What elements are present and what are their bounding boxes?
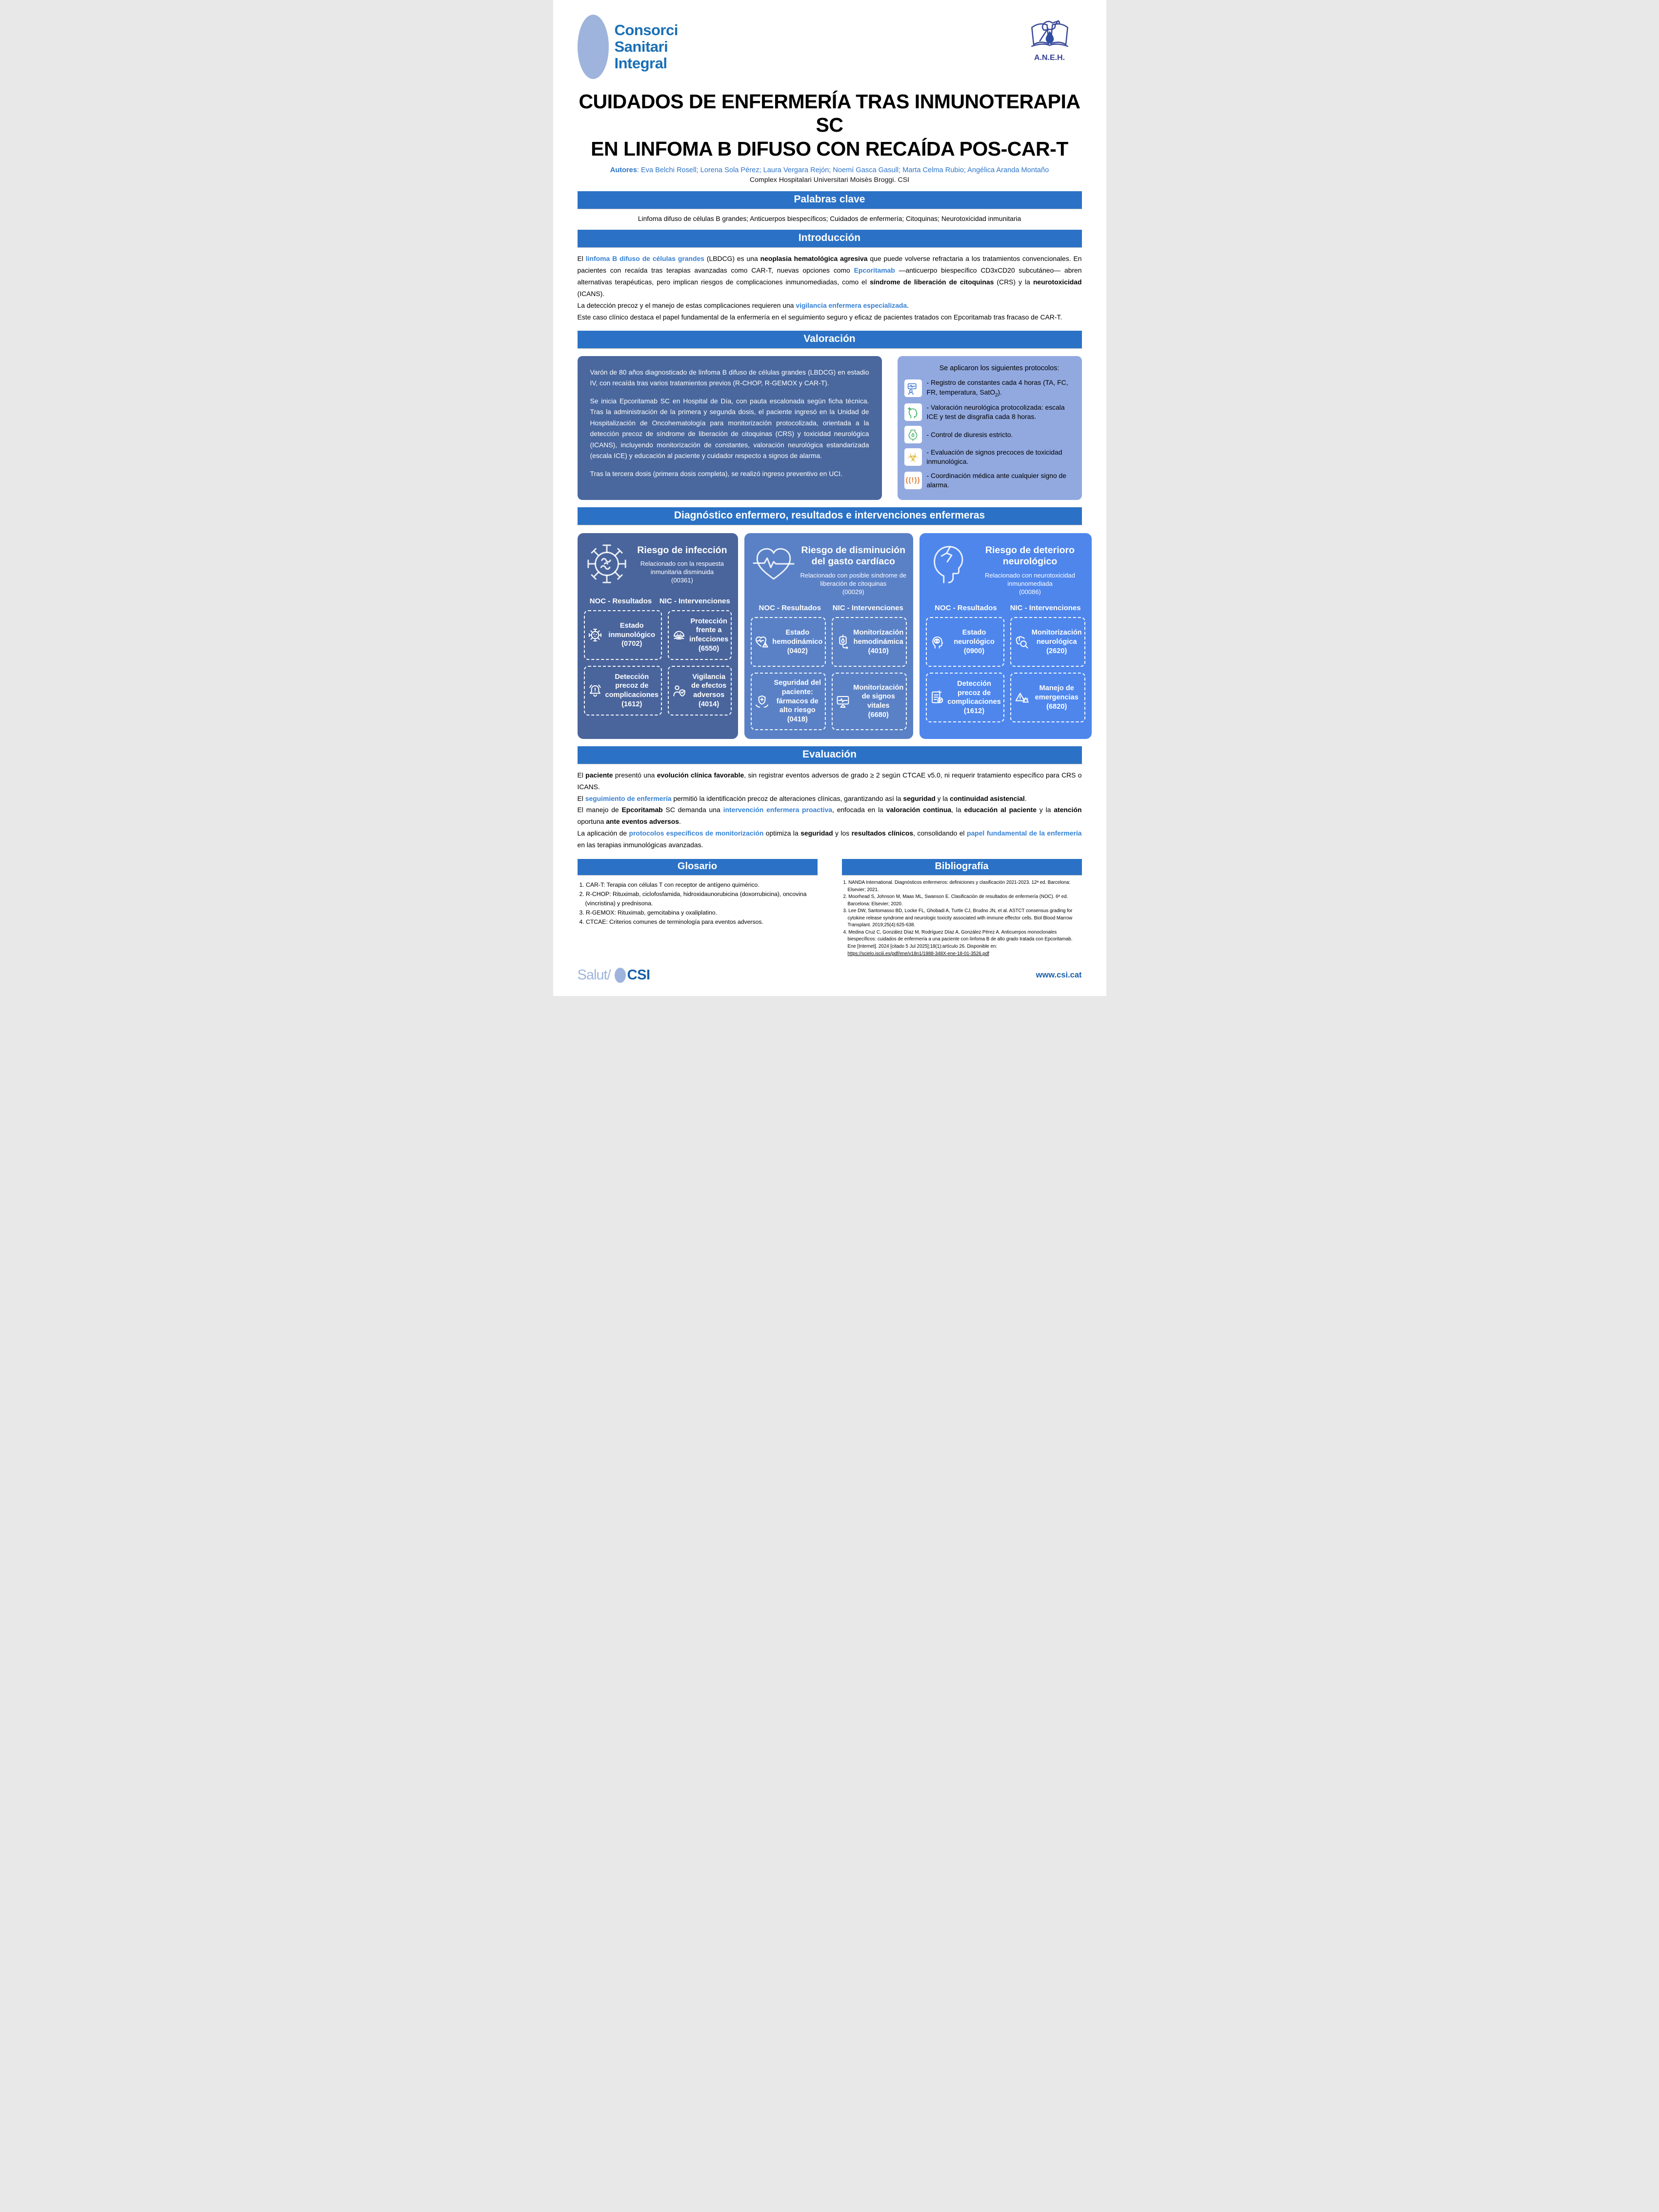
diagnosis-cards [578,533,1082,739]
protocols-box [898,356,1082,500]
poster [553,0,1106,996]
noc-box: Estado inmunológico (0702) [584,610,662,660]
protocol-text: - Registro de constantes cada 4 horas (TA, FC, FR, temperatura, SatO$_2$). [926,379,1068,398]
vital-signs-icon [904,379,922,397]
evaluacion-paragraph: El manejo de Epcoritamab SC demanda una intervención enfermera proactiva, enfocada en la valoración continua, la educación al paciente y la atención oportuna ante eventos adversos. [577,806,1082,826]
glosario-item: 3. R-GEMOX: Rituximab, gemcitabina y oxaliplatino. [579,909,717,916]
checklist-icon [929,690,945,705]
card-subtitle: Relacionado con posible síndrome de liberación de citoquinas [800,571,907,587]
case-paragraph: Se inicia Epcoritamab SC en Hospital de Día, con pauta escalonada según ficha técnica. Tras la administración de la primera y segunda dosis, el paciente ingresó en la Unidad de Hospitalización de Oncohematología para monitorización protocolizada, orientada a la detección precoz de síndrome de liberación de citoquinas (CRS) y toxicidad neurológica (ICANS), incluyendo monitorización de constantes, valoración neurológica estandarizada (escala ICE) y educación al paciente y cuidador respecto a signos de alarma. [590,397,869,460]
csi-logo-wordmark [615,22,678,72]
intro-paragraph: El linfoma B difuso de células grandes (LBDCG) es una neoplasia hematológica agresiva que puede volverse refractaria a los tratamientos convencionales. En pacientes con recaída tras terapias avanzadas como CAR-T, nuevas opciones como Epcoritamab —anticuerpo biespecífico CD3xCD20 subcutáneo— abren alternativas terapéuticas, pero implican riesgos de complicaciones inmunomediadas, como el síndrome de liberación de citoquinas (CRS) y la neurotoxicidad (ICANS). [577,255,1082,298]
protocol-item [904,378,1075,398]
alarm-bell-icon [587,683,603,698]
glosario-item: 2. R-CHOP: Rituximab, ciclofosfamida, hidroxidaunorubicina (doxorrubicina), oncovina (vincristina) y prednisona. [579,891,807,907]
noc-box: Detección precoz de complicaciones (1612) [584,666,662,716]
card-subtitle: Relacionado con la respuesta inmunitaria disminuida [640,560,724,576]
page-title-line1: CUIDADOS DE ENFERMERÍA TRAS INMUNOTERAPIA SC [579,90,1080,137]
heart-alert-icon [754,634,770,650]
virus-small-icon [587,627,603,643]
virus-icon [584,541,631,589]
noc-header: NOC - Resultados [935,604,997,613]
nic-header: NIC - Intervenciones [832,604,903,613]
nic-header: NIC - Intervenciones [659,597,730,605]
authors-line [578,166,1082,174]
glosario-list [578,880,818,927]
evaluacion-paragraph: El paciente presentó una evolución clínica favorable, sin registrar eventos adversos de grado ≥ 2 según CTCAE v5.0, ni requerir tratamiento específico para CRS o ICANS. [577,771,1082,791]
card-riesgo-neurologico [919,533,1091,739]
glosario-item: 1. CAR-T: Terapia con células T con receptor de antígeno quimérico. [579,881,760,889]
neuro-assessment-icon [904,403,922,421]
keywords-text: Linfoma difuso de células B grandes; Anticuerpos biespecíficos; Cuidados de enfermería; Citoquinas; Neurotoxicidad inmunitaria [638,215,1021,223]
protocols-title: Se aplicaron los siguientes protocolos: [939,364,1059,372]
card-title: Riesgo de deterioro neurológico [985,544,1075,567]
case-paragraph: Tras la tercera dosis (primera dosis completa), se realizó ingreso preventivo en UCI. [590,469,843,478]
section-header-evaluacion: Evaluación [578,746,1082,764]
page-title [578,90,1082,160]
iv-bag-icon [835,634,851,650]
patient-case-box [578,356,882,500]
noc-box: Estado hemodinámico (0402) [751,617,826,667]
hands-shield-icon [754,694,770,709]
aneh-book-lamp-icon [1028,17,1071,53]
card-subtitle: Relacionado con neurotoxicidad inmunomediada [984,571,1075,587]
section-header-glosario: Glosario [578,859,818,875]
csi-footer-wordmark: CSI [627,967,650,983]
noc-box: Estado neurológico (0900) [926,617,1004,667]
card-title: Riesgo de disminución del gasto cardíaco [801,544,905,567]
bibliografia-item: 2. Moorhead S, Johnson M, Maas ML, Swanson E. Clasificación de resultados de enfermería (NOC). 6ª ed. Barcelona: Elsevier; 2020. [843,894,1068,907]
glosario-column [578,859,818,927]
urine-bag-icon [904,426,922,443]
section-header-introduccion: Introducción [578,230,1082,247]
noc-box: Detección precoz de complicaciones (1612) [926,673,1004,722]
evaluacion-paragraph: El seguimiento de enfermería permitió la identificación precoz de alteraciones clínicas, garantizando así la seguridad y la continuidad asistencial. [577,794,1027,802]
section-header-bibliografia: Bibliografía [842,859,1082,875]
protocol-text: - Evaluación de signos precoces de toxicidad inmunológica. [926,448,1062,466]
mask-face-icon [671,627,687,643]
header [578,0,1082,79]
noc-header: NOC - Resultados [589,597,652,605]
protocol-text: - Control de diuresis estricto. [926,430,1013,438]
evaluacion-text [578,770,1082,851]
csi-logo-line: Consorci [614,21,678,39]
authors-label: Autores [610,166,637,175]
nic-box: Protección frente a infecciones (6550) [668,610,732,660]
aneh-label: A.N.E.H. [1034,54,1065,62]
intro-paragraph: La detección precoz y el manejo de estas complicaciones requieren una vigilancia enfermera especializada. [577,301,909,309]
evaluacion-paragraph: La aplicación de protocolos específicos de monitorización optimiza la seguridad y los resultados clínicos, consolidando el papel fundamental de la enfermería en las terapias inmunológicas avanzadas. [577,829,1082,849]
nic-header: NIC - Intervenciones [1010,604,1081,613]
glosario-item: 4. CTCAE: Criterios comunes de terminología para eventos adversos. [579,918,763,925]
card-riesgo-gasto-cardiaco [744,533,913,739]
csi-logo-line: Integral [614,55,667,72]
brain-magnifier-icon [1014,634,1029,650]
protocol-text: - Valoración neurológica protocolizada: escala ICE y test de disgrafía cada 8 horas. [926,403,1065,421]
heart-ecg-icon [751,541,798,589]
section-header-diagnostico: Diagnóstico enfermero, resultados e intervenciones enfermeras [578,507,1082,525]
guard-shield-icon [671,683,687,698]
salut-csi-logo [578,967,650,983]
card-code: (00086) [1019,588,1041,596]
authors-names: : Eva Belchi Rosell; Lorena Sola Pérez; Laura Vergara Rejón; Noemí Gasca Gasull; Marta Celma Rubio; Angélica Aranda Montaño [637,166,1049,175]
salut-wordmark: Salut/ [577,967,611,983]
biohazard-icon: ☣ [904,448,922,466]
card-code: (00029) [842,588,864,596]
nic-box: Monitorización neurológica (2620) [1010,617,1085,667]
bibliografia-item: 3. Lee DW, Santomasso BD, Locke FL, Ghobadi A, Turtle CJ, Brudno JN, et al. ASTCT consensus grading for cytokine release syndrome and neurologic toxicity associated with immune effector cells. Biol Blood Marrow Transplant. 2019;25(4):625-638. [843,908,1073,928]
aneh-logo [1020,17,1079,62]
page-title-line2: EN LINFOMA B DIFUSO CON RECAÍDA POS-CAR-T [591,137,1068,160]
csi-logo-ellipse-icon [578,15,609,79]
footer [578,967,1082,996]
nic-box: Monitorización hemodinámica (4010) [832,617,907,667]
csi-logo [578,15,678,79]
emergency-triangle-icon [1014,690,1029,705]
intro-paragraph: Este caso clínico destaca el papel fundamental de la enfermería en el seguimiento seguro y eficaz de pacientes tratados con Epcoritamab tras fracaso de CAR-T. [577,313,1062,321]
bibliografia-item: 1. NANDA International. Diagnósticos enfermeros: definiciones y clasificación 2021-2023. 12ª ed. Barcelona: Elsevier; 2021. [843,880,1071,893]
card-title: Riesgo de infección [637,544,727,556]
nic-box: Manejo de emergencias (6820) [1010,673,1085,722]
nic-box: Monitorización de signos vitales (6680) [832,673,907,730]
introduccion-text [578,253,1082,323]
bibliografia-list [842,879,1082,957]
bibliografia-column [842,859,1082,957]
protocol-item [904,403,1075,421]
affiliation: Complex Hospitalari Universitari Moisès Broggi. CSI [749,176,910,184]
csi-logo-line: Sanitari [614,38,668,55]
case-paragraph: Varón de 80 años diagnosticado de linfoma B difuso de células grandes (LBDCG) en estadio IV, con recaída tras varios tratamientos previos (R-CHOP, R-GEMOX y CAR-T). [590,368,869,387]
brain-head-icon [929,634,945,650]
website-link[interactable]: www.csi.cat [1036,971,1082,980]
noc-box: Seguridad del paciente: fármacos de alto riesgo (0418) [751,673,826,730]
card-code: (00361) [671,577,693,584]
head-profile-icon [926,541,973,589]
protocol-text: - Coordinación médica ante cualquier signo de alarma. [926,471,1066,489]
section-header-valoracion: Valoración [578,331,1082,348]
section-header-palabras-clave: Palabras clave [578,191,1082,209]
alarm-icon: ((!)) [904,472,922,489]
protocol-item [904,448,1075,466]
nic-box: Vigilancia de efectos adversos (4014) [668,666,732,716]
card-riesgo-infeccion [578,533,739,739]
valoracion-content [578,356,1082,500]
bibliografia-item[interactable]: 4. Medina Cruz C, González Díaz M, Rodríguez Díaz A, González Pérez A. Anticuerpos monoclonales biespecíficos: cuidados de enfermería a una paciente con linfoma B de alto grado tratada con Epcoritamab. Ene [Internet]. 2024 [citado 5 Jul 2025];18(1):artículo 26. Disponible en: https://scielo.isciii.es/pdf/ene/v18n1/1988-348X-ene-18-01-3526.pdf [843,929,1073,957]
protocol-item [904,471,1075,490]
noc-header: NOC - Resultados [759,604,821,613]
csi-footer-ellipse-icon [615,968,626,983]
protocol-item [904,426,1075,443]
vitals-monitor-icon [835,694,851,709]
